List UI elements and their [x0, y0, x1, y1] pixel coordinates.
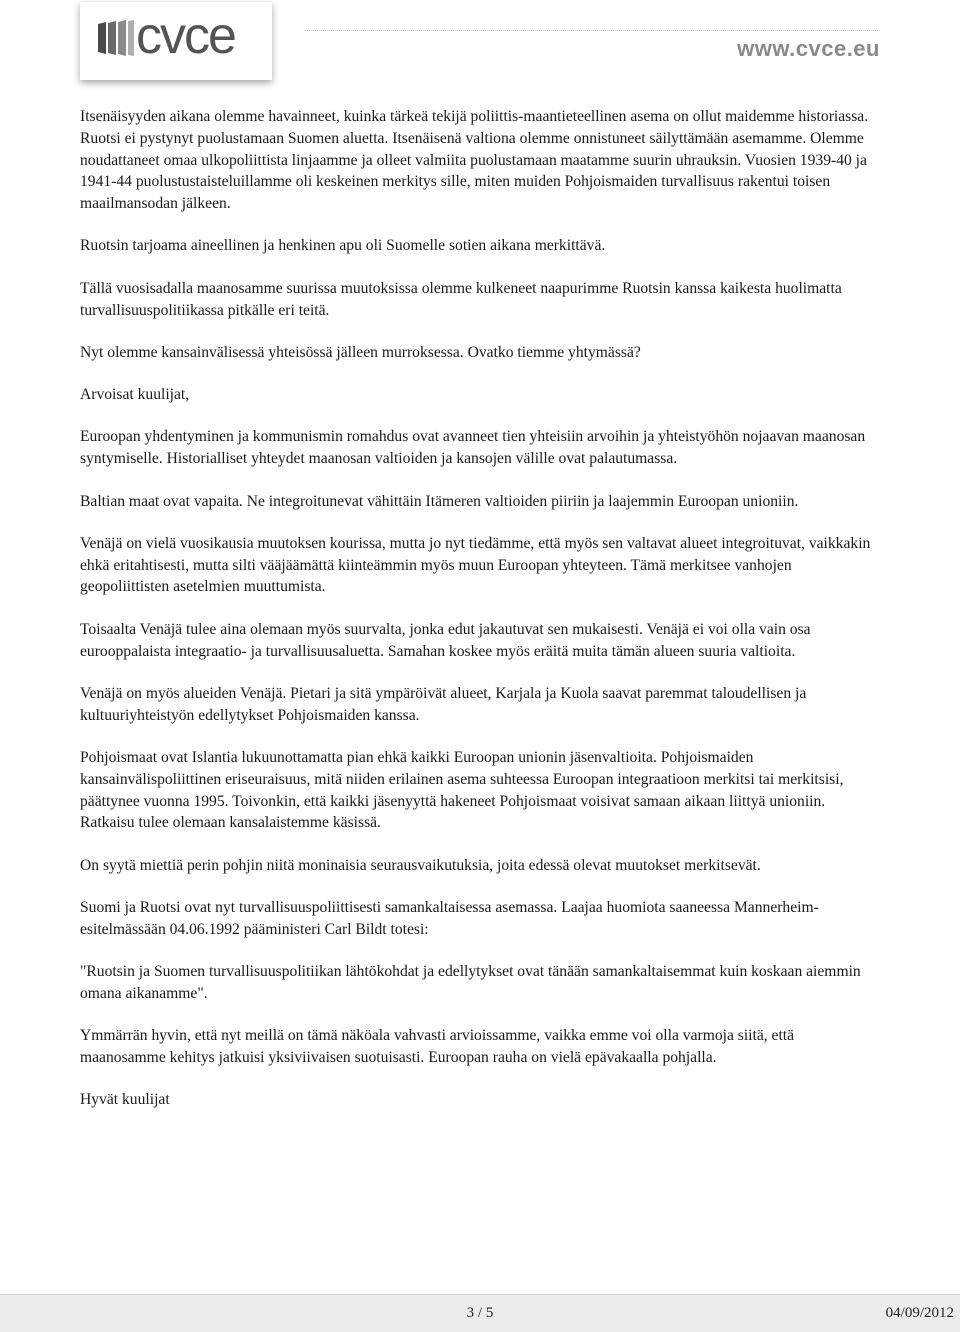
paragraph: Tällä vuosisadalla maanosamme suurissa muutoksissa olemme kulkeneet naapurimme Ruotsin kanssa kaikesta huolimatta turvallisuuspolitiikassa pitkälle eri teitä. [80, 279, 842, 319]
paragraph: Venäjä on vielä vuosikausia muutoksen kourissa, mutta jo nyt tiedämme, että myös sen valtavat alueet integroituvat, vaikkakin ehkä eritahtisesti, mutta silti vääjäämättä kiinteämmin myös muun Euroopan yhteyteen. Tämä merkitsee vanhojen geopoliittisten asetelmien muuttumista. [80, 534, 871, 596]
paragraph: Pohjoismaat ovat Islantia lukuunottamatta pian ehkä kaikki Euroopan unionin jäsenvaltioita. Pohjoismaiden kansainvälispoliittinen eriseuraisuus, mitä niiden erilainen asema suhteessa Euroopan integraatioon merkitsi tai merkitsisi, päättynee vuonna 1995. Toivonkin, että kaikki jäsenyyttä hakeneet Pohjoismaat voisivat samaan aikaan liittyä unioniin. Ratkaisu tulee olemaan kansalaistemme käsissä. [80, 748, 844, 832]
cvce-logo[interactable] [80, 2, 272, 80]
paragraph: Hyvät kuulijat [80, 1091, 170, 1109]
page-footer [0, 1294, 960, 1332]
paragraph: Euroopan yhdentyminen ja kommunismin romahdus ovat avanneet tien yhteisiin arvoihin ja yhteistyöhön nojaavan maanosan syntymiselle. Historialliset yhteydet maanosan valtioiden ja kansojen välille ovat palautumassa. [80, 428, 866, 468]
header-divider [305, 30, 880, 31]
quote-paragraph: "Ruotsin ja Suomen turvallisuuspolitiikan lähtökohdat ja edellytykset ovat tänään samankaltaisemmat kuin koskaan aiemmin omana aikanamme". [80, 963, 861, 1002]
paragraph: Baltian maat ovat vapaita. Ne integroitunevat vähittäin Itämeren valtioiden piiriin ja laajemmin Euroopan unioniin. [80, 492, 799, 510]
document-body [80, 106, 882, 1132]
paragraph: Nyt olemme kansainvälisessä yhteisössä jälleen murroksessa. Ovatko tiemme yhtymässä? [80, 343, 641, 361]
page-header [0, 0, 960, 100]
paragraph: Toisaalta Venäjä tulee aina olemaan myös suurvalta, jonka edut jakautuvat sen mukaisesti. Venäjä ei voi olla vain osa eurooppalaista integraatio- ja turvallisuusaluetta. Samahan koskee myös eräitä muita tämän alueen suuria valtioita. [80, 620, 811, 660]
paragraph: Ymmärrän hyvin, että nyt meillä on tämä näköala vahvasti arvioissamme, vaikka emme voi olla varmoja siitä, että maanosamme kehitys jatkuisi yksiviivaisen suotuisasti. Euroopan rauha on vielä epävakaalla pohjalla. [80, 1027, 795, 1066]
paragraph: Itsenäisyyden aikana olemme havainneet, kuinka tärkeä tekijä poliittis-maantieteellinen asema on ollut maidemme historiassa. Ruotsi ei pystynyt puolustamaan Suomen aluetta. Itsenäisenä valtiona olemme onnistuneet säilyttämään asemamme. Olemme noudattaneet omaa ulkopoliittista linjaamme ja olleet valmiita puolustamaan maatamme suurin uhrauksin. Vuosien 1939-40 ja 1941-44 puolustustaisteluillamme oli keskeinen merkitys sille, miten muiden Pohjoismaiden turvallisuus rakentui toisen maailmansodan jälkeen. [80, 108, 869, 213]
paragraph: Suomi ja Ruotsi ovat nyt turvallisuuspoliittisesti samankaltaisessa asemassa. Laajaa huomiota saaneessa Mannerheim-esitelmässään 04.06.1992 pääministeri Carl Bildt totesi: [80, 898, 819, 938]
paragraph: Venäjä on myös alueiden Venäjä. Pietari ja sitä ympäröivät alueet, Karjala ja Kuola saavat paremmat taloudellisen ja kultuuriyhteistyön edellytykset Pohjoismaiden kanssa. [80, 684, 807, 724]
page-number: 3 / 5 [466, 1305, 494, 1321]
logo-text: cvce [136, 7, 235, 65]
site-url[interactable]: www.cvce.eu [737, 36, 880, 61]
paragraph: On syytä miettiä perin pohjin niitä moninaisia seurausvaikutuksia, joita edessä olevat muutokset merkitsevät. [80, 856, 761, 874]
footer-date: 04/09/2012 [885, 1305, 954, 1321]
paragraph: Arvoisat kuulijat, [80, 386, 190, 404]
book-pages-icon [94, 18, 138, 58]
paragraph: Ruotsin tarjoama aineellinen ja henkinen apu oli Suomelle sotien aikana merkittävä. [80, 237, 606, 255]
